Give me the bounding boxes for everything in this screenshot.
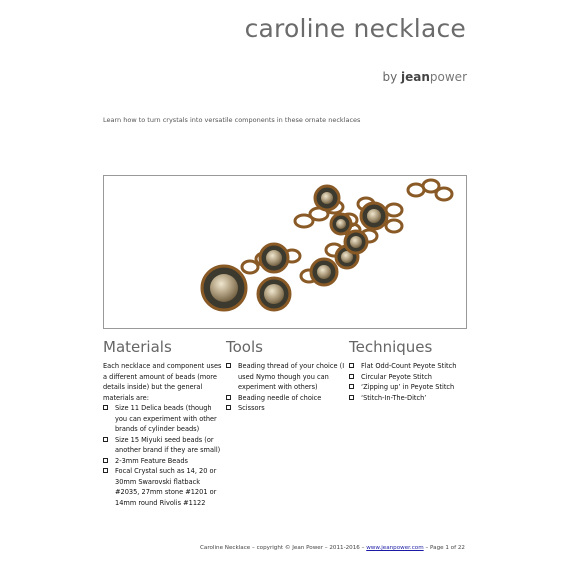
necklace-photo xyxy=(103,175,467,329)
materials-text: Each necklace and component uses a different amount of beads (more details inside) but the general materials are: xyxy=(103,362,222,402)
checkbox-icon xyxy=(349,363,354,368)
list-item xyxy=(226,403,346,414)
tools-list xyxy=(226,361,346,414)
techniques-list xyxy=(349,361,469,403)
materials-heading: Materials xyxy=(103,338,172,356)
checkbox-icon xyxy=(226,405,231,410)
list-item xyxy=(103,466,223,508)
footer-text: Caroline Necklace – copyright © Jean Power – 2011-2016 – xyxy=(200,545,367,551)
byline xyxy=(382,70,467,84)
list-item xyxy=(226,361,346,393)
list-item xyxy=(349,393,469,404)
list-item-text: Focal Crystal such as 14, 20 or 30mm Swarovski flatback #2035, 27mm stone #1201 or 14mm round Rivolis #1122 xyxy=(115,467,217,507)
brand-name-bold: jean xyxy=(401,70,430,84)
checkbox-icon xyxy=(349,395,354,400)
checkbox-icon xyxy=(226,395,231,400)
document-title: caroline necklace xyxy=(244,14,466,43)
list-item-text: ‘Zipping up’ in Peyote Stitch xyxy=(361,383,455,391)
list-item xyxy=(226,393,346,404)
techniques-section xyxy=(349,338,469,403)
list-item-text: Flat Odd-Count Peyote Stitch xyxy=(361,362,457,370)
footer-page: – Page 1 of 22 xyxy=(423,545,465,551)
checkbox-icon xyxy=(103,458,108,463)
brand-name-rest: power xyxy=(429,70,467,84)
list-item xyxy=(349,361,469,372)
tools-section xyxy=(226,338,346,414)
checkbox-icon xyxy=(103,468,108,473)
materials-section xyxy=(103,338,223,508)
list-item-text: 2-3mm Feature Beads xyxy=(115,456,188,465)
checkbox-icon xyxy=(349,384,354,389)
necklace-illustration xyxy=(104,176,466,328)
list-item xyxy=(103,456,223,467)
list-item-text: Beading thread of your choice (I used Nymo though you can experiment with others) xyxy=(238,362,345,391)
list-item xyxy=(103,435,223,456)
list-item xyxy=(103,403,223,435)
list-item-text: Scissors xyxy=(238,404,265,412)
website-link[interactable]: www.jeanpower.com xyxy=(366,545,424,551)
intro-text: Learn how to turn crystals into versatile components in these ornate necklaces xyxy=(103,116,361,124)
tools-heading: Tools xyxy=(226,338,263,356)
techniques-heading: Techniques xyxy=(349,338,433,356)
list-item-text: Size 11 Delica beads (though you can experiment with other brands of cylinder beads) xyxy=(115,404,217,433)
list-item-text: Beading needle of choice xyxy=(238,393,322,402)
materials-list xyxy=(103,403,223,508)
page-footer xyxy=(200,545,465,551)
list-item xyxy=(349,372,469,383)
checkbox-icon xyxy=(103,405,108,410)
checkbox-icon xyxy=(349,374,354,379)
checkbox-icon xyxy=(103,437,108,442)
list-item-text: Circular Peyote Stitch xyxy=(361,372,432,381)
list-item xyxy=(349,382,469,393)
list-item-text: ‘Stitch-In-The-Ditch’ xyxy=(361,393,427,402)
checkbox-icon xyxy=(226,363,231,368)
byline-prefix: by xyxy=(382,70,401,84)
list-item-text: Size 15 Miyuki seed beads (or another brand if they are small) xyxy=(115,435,221,454)
